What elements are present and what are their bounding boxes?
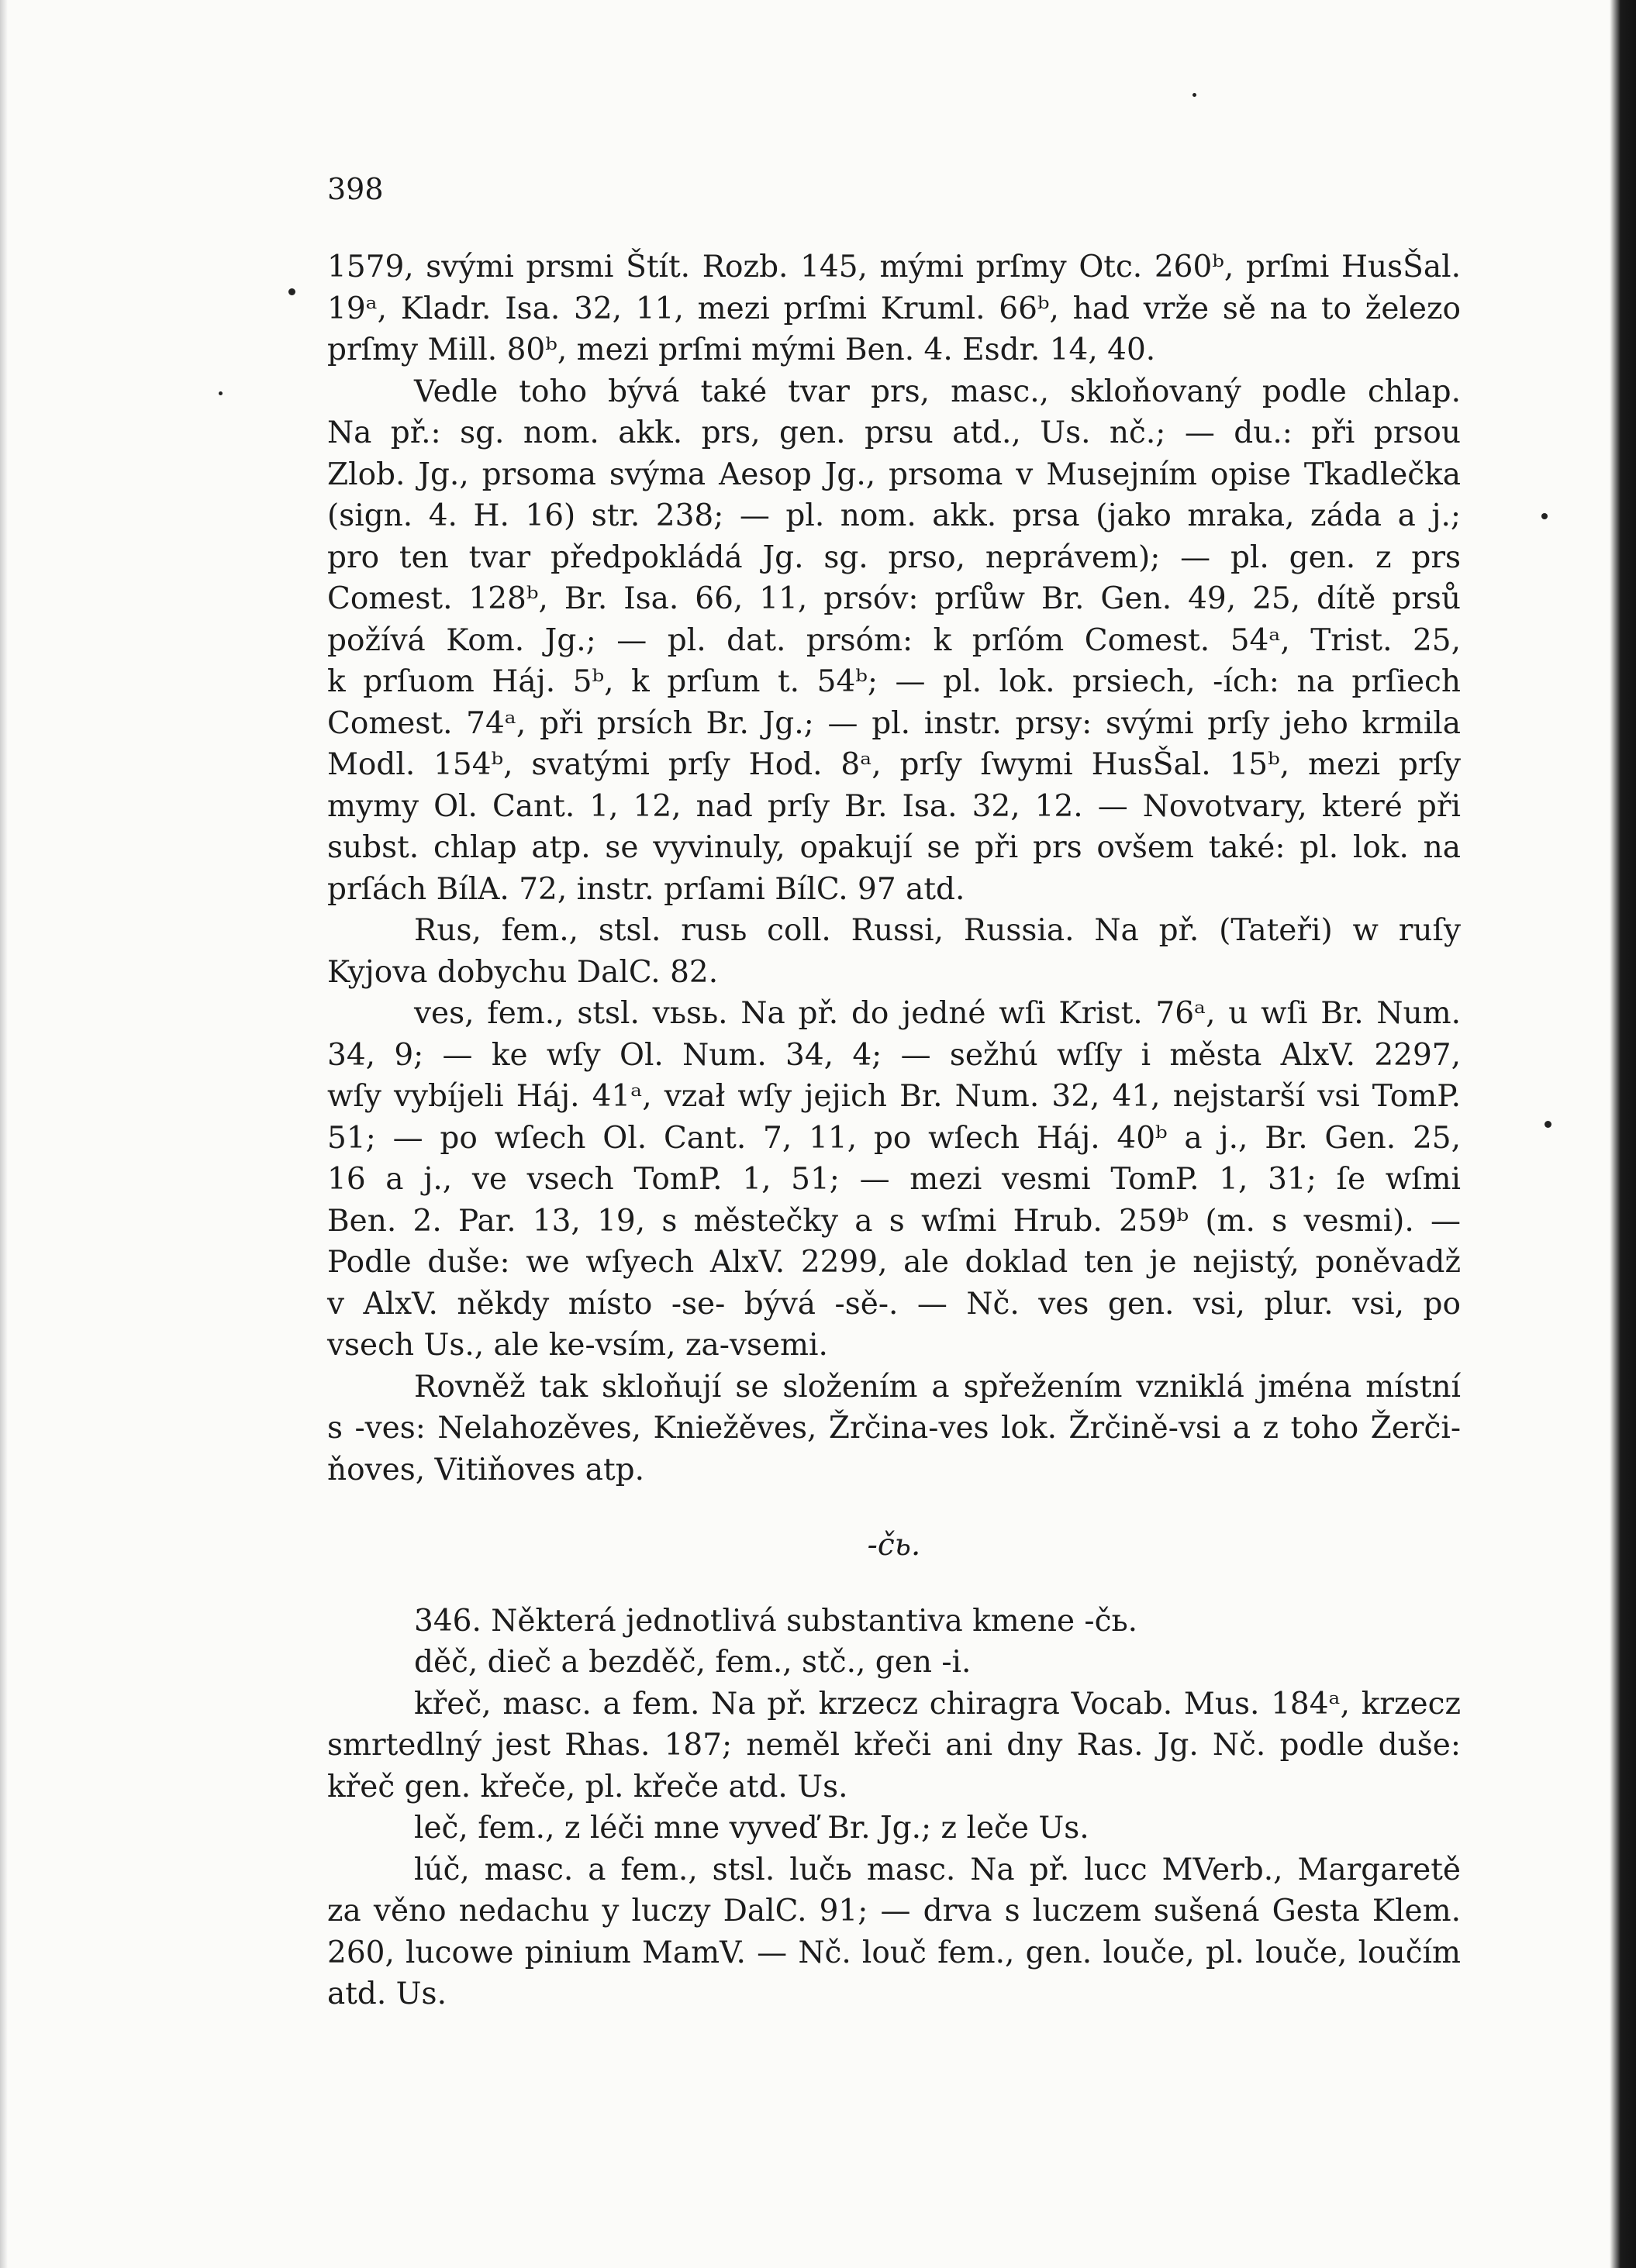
text-line-content: smrtedlný jest Rhas. 187; neměl křeči ani dny Ras. Jg. Nč. podle duše: [327, 1728, 1461, 1763]
text-block-section-346 [327, 1601, 1461, 2015]
text-line-content: prſmy Mill. 80ᵇ, mezi prſmi mými Ben. 4. Esdr. 14, 40. [327, 333, 1156, 367]
text-line [327, 993, 1461, 1035]
section-heading: -čь. [867, 1528, 921, 1563]
text-line [327, 869, 1461, 911]
scan-speck [1192, 93, 1196, 97]
page-body [327, 246, 1461, 2015]
text-line-content: Na př.: sg. nom. akk. prs, gen. prsu atd., Us. nč.; — du.: při prsou [327, 415, 1461, 450]
text-line-content: 346. Některá jednotlivá substantiva kmene -čь. [414, 1603, 1138, 1639]
text-line [327, 827, 1461, 869]
text-line [327, 1408, 1461, 1449]
text-line [327, 1725, 1461, 1766]
text-line-content: s -ves: Nelahozěves, Kniežěves, Žrčina-ves lok. Žrčině-vsi a z toho Žerči- [327, 1411, 1461, 1446]
text-line [327, 329, 1461, 371]
scan-speck [1545, 1121, 1551, 1128]
text-line-content: požívá Kom. Jg.; — pl. dat. prsóm: k prſóm Comest. 54ᵃ, Trist. 25, [327, 622, 1461, 658]
text-line [327, 1973, 1461, 2015]
text-line-content: Kyjova dobychu DalC. 82. [327, 954, 719, 990]
text-line [327, 744, 1461, 786]
text-line-content: Ben. 2. Par. 13, 19, s městečky a s wſmi Hrub. 259ᵇ (m. s vesmi). — [327, 1203, 1461, 1239]
text-line-content: vsech Us., ale ke-vsím, za-vsemi. [327, 1328, 828, 1363]
text-line [327, 1449, 1461, 1491]
text-line-content: Vedle toho bývá také tvar prs, masc., skloňovaný podle chlap. [414, 374, 1461, 409]
text-line [327, 371, 1461, 413]
text-line-content: wſy vybíjeli Háj. 41ᵃ, vzał wſy jejich Br. Num. 32, 41, nejstarší vsi TomP. [327, 1079, 1461, 1114]
text-line-content: pro ten tvar předpokládá Jg. sg. prso, neprávem); — pl. gen. z prs [327, 539, 1461, 575]
text-line [327, 1242, 1461, 1284]
text-line-content: v AlxV. někdy místo -se- bývá -sě-. — Nč. ves gen. vsi, plur. vsi, po [327, 1286, 1461, 1322]
text-line-content: k prſuom Háj. 5ᵇ, k prſum t. 54ᵇ; — pl. lok. prsiech, -ích: na prſiech [327, 664, 1461, 699]
text-line [327, 1808, 1461, 1849]
text-line [327, 1035, 1461, 1077]
text-line-content: prſách BílA. 72, instr. prſami BílC. 97 atd. [327, 871, 965, 907]
text-line-content: atd. Us. [327, 1977, 447, 2011]
text-line-content: subst. chlap atp. se vyvinuly, opakují se při prs ovšem také: pl. lok. na [327, 830, 1461, 865]
text-line [327, 1684, 1461, 1725]
scan-speck [219, 391, 223, 395]
text-line [327, 454, 1461, 496]
text-block-declension [327, 246, 1461, 1491]
text-line [327, 1642, 1461, 1684]
text-line [327, 1932, 1461, 1974]
text-line-content: mymy Ol. Cant. 1, 12, nad prſy Br. Isa. 32, 12. — Novotvary, které při [327, 788, 1461, 824]
text-line-content: křeč, masc. a fem. Na př. krzecz chiragra Vocab. Mus. 184ᵃ, krzecz [414, 1686, 1461, 1722]
text-line-content: Podle duše: we wſyech AlxV. 2299, ale doklad ten je nejistý, poněvadž [327, 1245, 1461, 1280]
text-line [327, 786, 1461, 828]
text-line-content: 16 a j., ve vsech TomP. 1, 51; — mezi vesmi TomP. 1, 31; ſe wſmi [327, 1162, 1461, 1197]
text-line-content: 34, 9; — ke wſy Ol. Num. 34, 4; — sežhú wſſy i města AlxV. 2297, [327, 1037, 1461, 1073]
text-line-content: Comest. 128ᵇ, Br. Isa. 66, 11, prsóv: prſůw Br. Gen. 49, 25, dítě prsů [327, 581, 1461, 616]
text-line-content: leč, fem., z léči mne vyveď Br. Jg.; z leče Us. [414, 1811, 1089, 1846]
text-line-content: Rus, fem., stsl. rusь coll. Russi, Russia. Na př. (Tateři) w ruſy [414, 913, 1461, 948]
text-line [327, 288, 1461, 330]
text-line [327, 1076, 1461, 1118]
page-left-edge-shadow [0, 0, 8, 2268]
text-line-content: 260, lucowe pinium MamV. — Nč. louč fem., gen. louče, pl. louče, loučím [327, 1935, 1461, 1970]
text-line [327, 952, 1461, 994]
text-line-content: lúč, masc. a fem., stsl. lučь masc. Na př. lucc MVerb., Margaretě [414, 1852, 1461, 1887]
text-line [327, 1325, 1461, 1367]
text-line [327, 703, 1461, 745]
text-line-content: 1579, svými prsmi Štít. Rozb. 145, mými prſmy Otc. 260ᵇ, prſmi HusŠal. [327, 250, 1461, 284]
text-line [327, 1118, 1461, 1160]
text-line [327, 1201, 1461, 1243]
text-line [327, 1284, 1461, 1325]
text-line [327, 1849, 1461, 1891]
text-line [327, 1159, 1461, 1201]
scan-speck [288, 288, 295, 295]
text-line-content: 19ᵃ, Kladr. Isa. 32, 11, mezi prſmi Kruml. 66ᵇ, had vrže sě na to železo [327, 291, 1461, 326]
text-line-content: Comest. 74ᵃ, při prsích Br. Jg.; — pl. instr. prsy: svými prſy jeho krmila [327, 705, 1461, 741]
text-line [327, 620, 1461, 662]
text-line-content: ňoves, Vitiňoves atp. [327, 1452, 645, 1487]
text-line-content: ves, fem., stsl. vьsь. Na př. do jedné wſi Krist. 76ᵃ, u wſi Br. Num. [414, 996, 1461, 1031]
text-line [327, 1891, 1461, 1932]
text-line-content: Modl. 154ᵇ, svatými prſy Hod. 8ᵃ, prſy ſwymi HusŠal. 15ᵇ, mezi prſy [327, 747, 1461, 782]
text-line [327, 1601, 1461, 1642]
text-line [327, 537, 1461, 579]
text-line [327, 495, 1461, 537]
text-line-content: křeč gen. křeče, pl. křeče atd. Us. [327, 1769, 848, 1804]
text-line-content: za věno nedachu y luczy DalC. 91; — drva s luczem sušená Gesta Klem. [327, 1894, 1461, 1928]
text-line [327, 661, 1461, 703]
text-line-content: 51; — po wſech Ol. Cant. 7, 11, po wſech Háj. 40ᵇ a j., Br. Gen. 25, [327, 1120, 1461, 1156]
text-line [327, 578, 1461, 620]
page-number: 398 [327, 172, 384, 206]
text-line [327, 412, 1461, 454]
text-line-content: (sign. 4. H. 16) str. 238; — pl. nom. akk. prsa (jako mraka, záda a j.; [327, 498, 1461, 533]
page-right-edge-shadow [1610, 0, 1636, 2268]
text-line-content: děč, dieč a bezděč, fem., stč., gen -i. [414, 1645, 972, 1680]
text-line [327, 1766, 1461, 1808]
text-line [327, 246, 1461, 288]
text-line-content: Zlob. Jg., prsoma svýma Aesop Jg., prsoma v Musejním opise Tkadlečka [327, 457, 1461, 492]
scan-speck [1541, 513, 1548, 519]
text-line-content: Rovněž tak skloňují se složením a spřežením vzniklá jména místní [414, 1369, 1461, 1405]
text-line [327, 1367, 1461, 1408]
text-line [327, 910, 1461, 952]
